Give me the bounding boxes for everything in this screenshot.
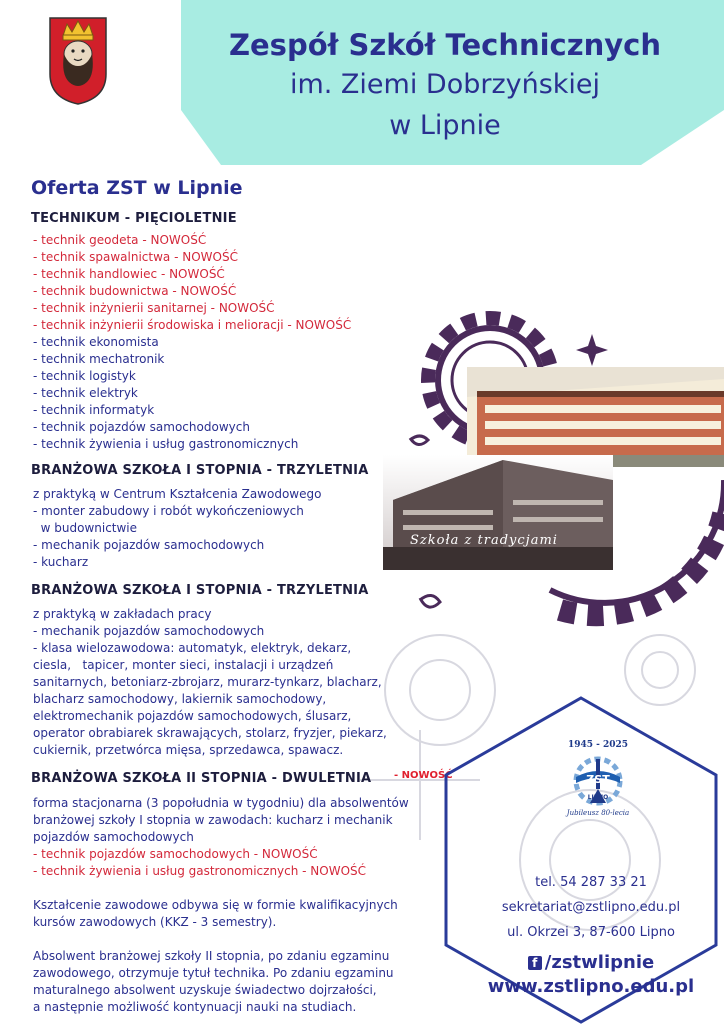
paragraph-line: kursów zawodowych (KKZ - 3 semestry).: [33, 915, 277, 929]
list-item: - technik budownictwa - NOWOŚĆ: [33, 284, 237, 298]
list-item: w budownictwie: [33, 521, 138, 535]
contact-block: [460, 870, 722, 999]
list-item: - mechanik pojazdów samochodowych: [33, 624, 265, 638]
zst-jubilee-logo: [552, 737, 644, 819]
paragraph-line: a następnie możliwość kontynuacji nauki na studiach.: [33, 1000, 357, 1014]
offer-title: Oferta ZST w Lipnie: [31, 177, 243, 199]
phone-number[interactable]: tel. 54 287 33 21: [535, 875, 647, 890]
school-title: [195, 26, 695, 146]
list-item: cukiernik, przetwórca mięsa, sprzedawca, spawacz.: [33, 743, 344, 757]
list-item: - technik handlowiec - NOWOŚĆ: [33, 267, 225, 281]
list-item: pojazdów samochodowych: [33, 830, 194, 844]
old-school-photo: [383, 455, 613, 570]
logo-jubilee: Jubileusz 80-lecia: [566, 809, 630, 817]
paragraph-line: maturalnego absolwent uzyskuje świadectwo dojrzałości,: [33, 983, 377, 997]
list-item: branżowej szkoły I stopnia w zawodach: kucharz i mechanik: [33, 813, 393, 827]
title-line-1: Zespół Szkół Technicznych: [228, 28, 662, 62]
branzowa1-work-heading: BRANŻOWA SZKOŁA I STOPNIA - TRZYLETNIA: [31, 583, 369, 598]
lipno-crest-icon: [47, 16, 109, 106]
list-item: - technik żywienia i usług gastronomicznych: [33, 437, 299, 451]
list-item: - technik pojazdów samochodowych: [33, 420, 250, 434]
list-item: - technik pojazdów samochodowych - NOWOŚĆ: [33, 847, 318, 861]
list-item: - technik żywienia i usług gastronomicznych - NOWOŚĆ: [33, 864, 367, 878]
paragraph-line: Kształcenie zawodowe odbywa się w formie kwalifikacyjnych: [33, 898, 398, 912]
branzowa1-ckz-list: [33, 486, 321, 571]
list-item: forma stacjonarna (3 popołudnia w tygodniu) dla absolwentów: [33, 796, 409, 810]
kkz-paragraph: [33, 897, 398, 931]
list-item: ciesla, tapicer, monter sieci, instalacji i urządzeń: [33, 658, 334, 672]
list-item: z praktyką w Centrum Kształcenia Zawodowego: [33, 487, 322, 501]
facebook-link[interactable]: [460, 951, 722, 975]
logo-years: 1945 - 2025: [567, 740, 629, 750]
paragraph-line: zawodowego, otrzymuje tytuł technika. Po zdaniu egzaminu: [33, 966, 394, 980]
list-item: - technik mechatronik: [33, 352, 165, 366]
school-building-photo: [467, 367, 724, 467]
branzowa1-work-list: [33, 606, 387, 759]
list-item: - mechanik pojazdów samochodowych: [33, 538, 265, 552]
list-item: - kucharz: [33, 555, 89, 569]
title-line-3: w Lipnie: [389, 110, 501, 141]
paragraph-line: Absolwent branżowej szkoły II stopnia, po zdaniu egzaminu: [33, 949, 390, 963]
list-item: operator obrabiarek skrawających, stolarz, fryzjer, piekarz,: [33, 726, 387, 740]
list-item: - technik elektryk: [33, 386, 138, 400]
list-item: - technik inżynierii środowiska i melioracji - NOWOŚĆ: [33, 318, 352, 332]
facebook-handle: /zstwlipnie: [544, 952, 655, 973]
title-line-2: im. Ziemi Dobrzyńskiej: [289, 69, 601, 100]
list-item: - technik ekonomista: [33, 335, 159, 349]
website-link[interactable]: www.zstlipno.edu.pl: [487, 976, 695, 997]
list-item: - klasa wielozawodowa: automatyk, elektryk, dekarz,: [33, 641, 352, 655]
graduate-paragraph: [33, 948, 394, 1016]
branzowa2-list: [33, 795, 409, 880]
postal-address: ul. Okrzei 3, 87-600 Lipno: [507, 925, 675, 940]
list-item: - technik logistyk: [33, 369, 136, 383]
photo-caption: Szkoła z tradycjami: [410, 533, 558, 548]
list-item: elektromechanik pojazdów samochodowych, ślusarz,: [33, 709, 352, 723]
email-address[interactable]: sekretariat@zstlipno.edu.pl: [501, 900, 681, 915]
list-item: - technik spawalnictwa - NOWOŚĆ: [33, 250, 238, 264]
list-item: sanitarnych, betoniarz-zbrojarz, murarz-tynkarz, blacharz,: [33, 675, 382, 689]
list-item: - technik informatyk: [33, 403, 155, 417]
list-item: - monter zabudowy i robót wykończeniowych: [33, 504, 304, 518]
branzowa2-heading: BRANŻOWA SZKOŁA II STOPNIA - DWULETNIA: [31, 771, 372, 786]
technikum-heading: TECHNIKUM - PIĘCIOLETNIE: [31, 211, 237, 226]
logo-letters: ZST: [586, 773, 610, 786]
list-item: - technik inżynierii sanitarnej - NOWOŚĆ: [33, 301, 275, 315]
list-item: z praktyką w zakładach pracy: [33, 607, 212, 621]
branzowa1-ckz-heading: BRANŻOWA SZKOŁA I STOPNIA - TRZYLETNIA: [31, 463, 369, 478]
logo-city: LIPNO: [587, 794, 609, 801]
technikum-list: [33, 232, 351, 453]
new-badge: - NOWOŚĆ: [394, 770, 453, 781]
facebook-icon: f: [528, 956, 542, 970]
list-item: - technik geodeta - NOWOŚĆ: [33, 233, 207, 247]
list-item: blacharz samochodowy, lakiernik samochodowy,: [33, 692, 327, 706]
